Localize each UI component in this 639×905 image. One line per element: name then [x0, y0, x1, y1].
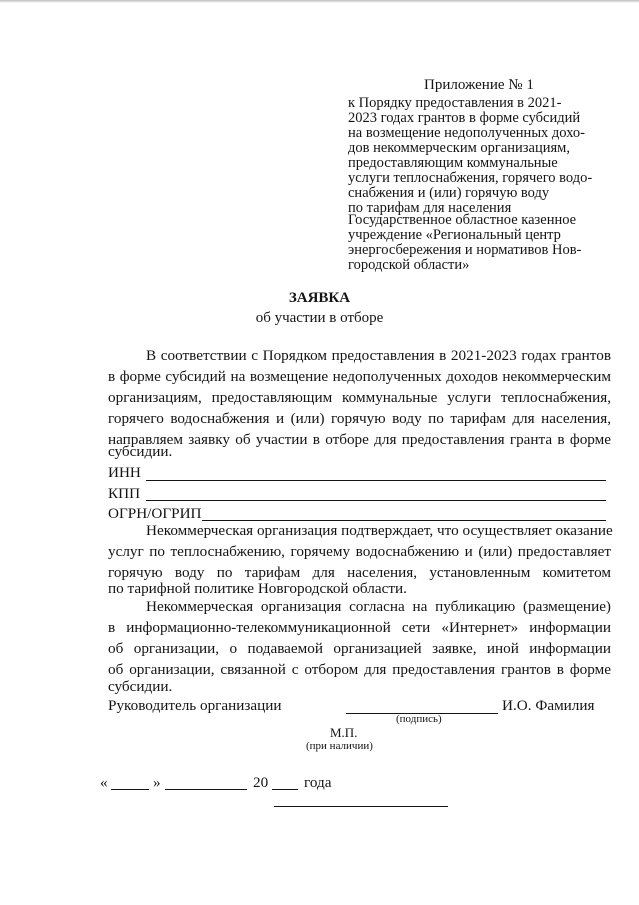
date-day-field[interactable]	[111, 789, 149, 790]
addressee-line: городской области»	[348, 257, 470, 273]
kpp-label: КПП	[108, 485, 141, 502]
paragraph-line: Некоммерческая организация согласна на публикацию (размещение)	[146, 598, 611, 615]
paragraph-line: об организации, о подаваемой организацией заявке, иной информации	[108, 640, 611, 657]
paragraph-line: по тарифной политике Новгородской области.	[108, 580, 407, 597]
paragraph-line: об организации, связанной с отбором для предоставления грантов в форме	[108, 661, 611, 678]
paragraph-line: организациям, предоставляющим коммунальные услуги теплоснабжения,	[108, 389, 611, 406]
paragraph-line: субсидии.	[108, 678, 173, 695]
inn-field[interactable]	[146, 480, 606, 481]
appendix-title: Приложение № 1	[424, 77, 534, 93]
signature-name: И.О. Фамилия	[502, 697, 595, 714]
appendix-line: снабжения и (или) горячую воду	[348, 185, 550, 201]
bottom-signature-line[interactable]	[274, 806, 448, 807]
date-year-suffix: года	[304, 774, 332, 791]
inn-label: ИНН	[108, 464, 141, 481]
paragraph-line: в форме субсидий на возмещение недополученных доходов некоммерческим	[108, 368, 611, 385]
appendix-line: к Порядку предоставления в 2021-	[348, 95, 562, 111]
paragraph-line: услуг по теплоснабжению, горячему водоснабжению и (или) предоставляет	[108, 543, 611, 560]
scan-edge	[0, 0, 639, 3]
appendix-line: по тарифам для населения	[348, 200, 512, 216]
addressee-line: учреждение «Региональный центр	[348, 227, 561, 243]
date-year-field[interactable]	[272, 789, 298, 790]
signature-caption: (подпись)	[396, 713, 442, 725]
paragraph-line: горячего водоснабжения и (или) горячую воду по тарифам для населения,	[108, 410, 611, 427]
date-year-prefix: 20	[253, 774, 269, 791]
paragraph-line: В соответствии с Порядком предоставления в 2021-2023 годах грантов	[146, 347, 611, 364]
date-open-quote: «	[100, 774, 108, 791]
paragraph-line: Некоммерческая организация подтверждает, что осуществляет оказание	[146, 522, 613, 539]
appendix-line: предоставляющим коммунальные	[348, 155, 558, 171]
document-title: ЗАЯВКА	[288, 290, 351, 306]
appendix-line: дов некоммерческим организациям,	[348, 140, 570, 156]
addressee-line: энергосбережения и нормативов Нов-	[348, 242, 582, 258]
appendix-line: 2023 годах грантов в форме субсидий	[348, 110, 581, 126]
paragraph-line: субсидии.	[108, 443, 173, 460]
stamp-note: (при наличии)	[306, 740, 373, 752]
stamp-label: М.П.	[330, 725, 358, 740]
appendix-line: на возмещение недополученных дохо-	[348, 125, 585, 141]
kpp-field[interactable]	[146, 500, 606, 501]
ogrn-field[interactable]	[202, 520, 606, 521]
document-subtitle: об участии в отборе	[255, 310, 384, 326]
paragraph-line: горячую воду по тарифам для населения, установленным комитетом	[108, 564, 611, 581]
paragraph-line: в информационно-телекоммуникационной сети «Интернет» информации	[108, 619, 611, 636]
ogrn-label: ОГРН/ОГРИП	[108, 505, 202, 522]
signature-role: Руководитель организации	[108, 697, 282, 714]
date-month-field[interactable]	[165, 789, 247, 790]
paragraph-line: направляем заявку об участии в отборе для предоставления гранта в форме	[108, 431, 611, 448]
addressee-line: Государственное областное казенное	[348, 212, 577, 228]
appendix-line: услуги теплоснабжения, горячего водо-	[348, 170, 593, 186]
date-close-quote: »	[153, 774, 161, 791]
